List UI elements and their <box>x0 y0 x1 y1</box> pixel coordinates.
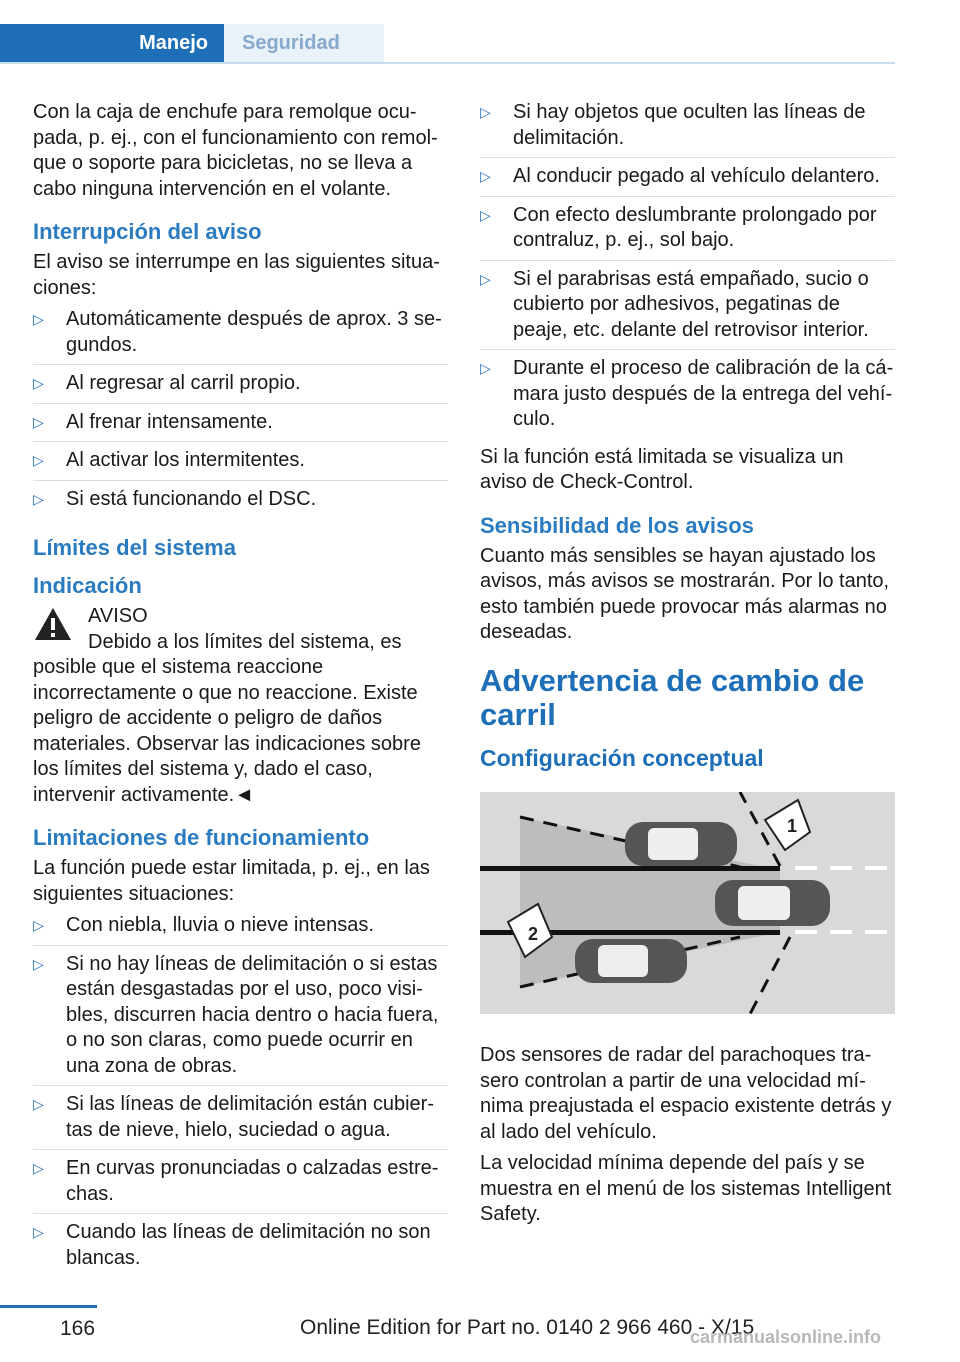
list-item: ▷ Con niebla, lluvia o nieve intensas. <box>33 913 448 946</box>
intro-paragraph: Con la caja de enchufe para remolque ocupada, p. ej., con el funcionamiento con remolque o soporte para bicicletas, no se lleva a cabo ninguna intervención en el volante. <box>33 101 438 200</box>
triangle-bullet-icon: ▷ <box>480 168 491 184</box>
list-item: ▷ Si el parabrisas está empañado, sucio o cubierto por adhesivos, pegatinas de peaje, etc. delante del retrovisor interior. <box>480 267 895 351</box>
car-icon <box>625 822 737 866</box>
list-item: ▷ Al activar los intermitentes. <box>33 448 448 481</box>
triangle-bullet-icon: ▷ <box>480 104 491 120</box>
interruption-heading: Interrupción del aviso <box>33 219 262 244</box>
triangle-bullet-icon: ▷ <box>33 1224 44 1240</box>
interruption-text: El aviso se interrumpe en las siguientes situaciones: <box>33 251 440 299</box>
section-title: Advertencia de cambio de carril <box>480 662 865 732</box>
right-column <box>480 100 895 1234</box>
car-icon <box>715 880 830 926</box>
radar-text: Dos sensores de radar del parachoques trasero controlan a partir de una velocidad mínima preajustada el espacio existente detrás y al lado del vehículo. <box>480 1044 892 1143</box>
concept-heading: Configuración conceptual <box>480 744 764 771</box>
triangle-bullet-icon: ▷ <box>33 490 44 507</box>
list-item: ▷ En curvas pronunciadas o calzadas estrechas. <box>33 1156 448 1214</box>
list-item: ▷ Cuando las líneas de delimitación no son blancas. <box>33 1221 431 1269</box>
triangle-bullet-icon: ▷ <box>33 955 44 972</box>
triangle-bullet-icon: ▷ <box>33 413 44 430</box>
triangle-bullet-icon: ▷ <box>33 1160 44 1176</box>
function-heading: Limitaciones de funcionamiento <box>33 825 370 850</box>
sensitivity-text: Cuanto más sensibles se hayan ajustado los avisos, más avisos se mostrarán. Por lo tanto, esto también puede provocar más alarmas no deseadas. <box>480 544 890 643</box>
function-list <box>33 913 448 1277</box>
interruption-list <box>33 307 448 518</box>
list-item: ▷ Si hay objetos que oculten las líneas de delimitación. <box>480 100 895 158</box>
footer-rule <box>0 1305 97 1308</box>
triangle-bullet-icon: ▷ <box>480 360 491 376</box>
header-tabs <box>0 24 895 64</box>
triangle-bullet-icon: ▷ <box>33 452 44 468</box>
list-item: ▷ Durante el proceso de calibración de la cámara justo después de la entrega del vehículo. <box>480 357 894 430</box>
edition-text: Online Edition for Part no. 0140 2 966 460 - X/15 <box>300 1316 755 1339</box>
list-item: ▷ Al regresar al carril propio. <box>33 371 448 404</box>
triangle-bullet-icon: ▷ <box>33 917 44 933</box>
triangle-bullet-icon: ▷ <box>480 270 491 287</box>
list-item: ▷ Si no hay líneas de delimitación o si estas están desgastadas por el uso, poco visibles, discurren hacia dentro o hacia fuera, o no son claras, como puede ocurrir en una zona de obras. <box>33 952 448 1087</box>
triangle-bullet-icon: ▷ <box>33 375 44 391</box>
speed-text: La velocidad mínima depende del país y se muestra en el menú de los sistemas Intelligent Safety. <box>480 1152 892 1225</box>
warning-title: AVISO <box>88 605 148 627</box>
indication-heading: Indicación <box>33 573 142 598</box>
triangle-bullet-icon: ▷ <box>33 311 44 327</box>
sensitivity-heading: Sensibilidad de los avisos <box>480 512 754 538</box>
list-item: ▷ Al frenar intensamente. <box>33 410 448 443</box>
tab-manejo[interactable]: Manejo <box>0 24 224 62</box>
svg-text:1: 1 <box>787 815 798 836</box>
list-item: ▷ Si está funcionando el DSC. <box>33 487 448 519</box>
warning-block <box>33 604 448 808</box>
warning-triangle-icon <box>33 606 73 642</box>
triangle-bullet-icon: ▷ <box>480 206 491 223</box>
page-number: 166 <box>60 1317 96 1340</box>
triangle-bullet-icon: ▷ <box>33 1096 44 1112</box>
warning-text: Debido a los límites del sistema, es posible que el sistema reaccione incorrectamente o que no reaccione. Existe peligro de accidente o peligro de daños materiales. Observar las indicaciones sobre los límites del sistema y, dado el caso, intervenir activamente.◄ <box>33 630 421 806</box>
list-item: ▷ Al conducir pegado al vehículo delantero. <box>480 164 895 197</box>
tab-seguridad[interactable]: Seguridad <box>224 24 384 62</box>
car-icon <box>575 939 687 983</box>
lane-change-diagram <box>480 792 895 1014</box>
function-list-continued <box>480 100 895 439</box>
limited-text: Si la función está limitada se visualiza un aviso de Check-Control. <box>480 445 844 493</box>
list-item: ▷ Si las líneas de delimitación están cubiertas de nieve, hielo, suciedad o agua. <box>33 1092 448 1150</box>
limits-heading: Límites del sistema <box>33 535 236 560</box>
svg-text:2: 2 <box>528 923 539 944</box>
left-column <box>33 100 448 1283</box>
watermark: carmanualsonline.info <box>690 1327 882 1347</box>
function-text: La función puede estar limitada, p. ej., en las siguientes situaciones: <box>33 857 430 905</box>
list-item: ▷ Con efecto deslumbrante prolongado por contraluz, p. ej., sol bajo. <box>480 203 895 261</box>
list-item: ▷ Automáticamente después de aprox. 3 segundos. <box>33 307 448 365</box>
